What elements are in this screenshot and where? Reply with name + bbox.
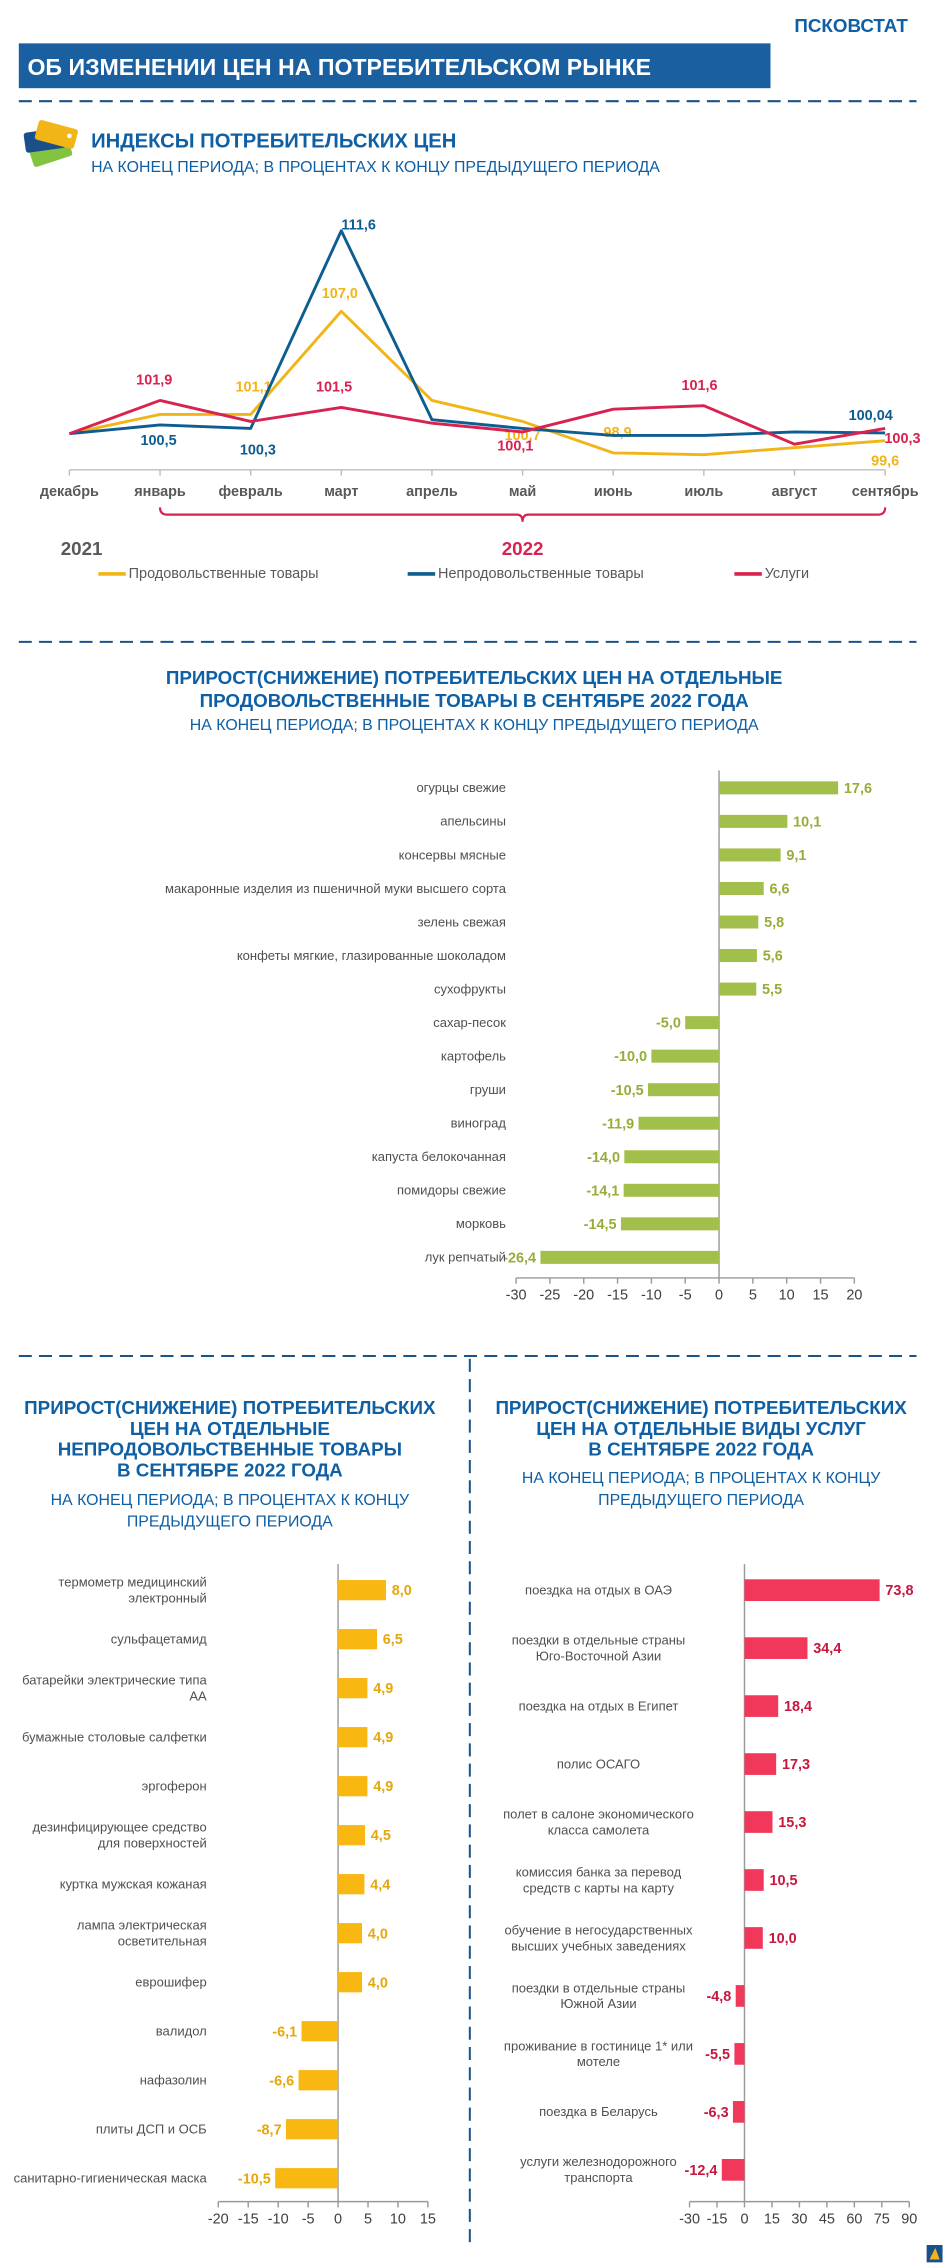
bar-value-label: 4,9 <box>373 1730 394 1747</box>
bar-value-label: 9,1 <box>786 847 807 864</box>
category-label: зелень свежая <box>417 914 506 930</box>
x-tick-label: -25 <box>539 1287 561 1304</box>
cpi-section-title: ИНДЕКСЫ ПОТРЕБИТЕЛЬСКИХ ЦЕН <box>91 130 457 153</box>
bar-value-label: -10,5 <box>610 1082 644 1099</box>
legend-label: Продовольственные товары <box>128 566 319 583</box>
bar <box>624 1184 719 1197</box>
category-label: транспорта <box>564 2170 633 2186</box>
category-label: лампа электрическая <box>76 1917 207 1933</box>
chart-title-line: ПРОДОВОЛЬСТВЕННЫЕ ТОВАРЫ В СЕНТЯБРЕ 2022 ГОДА <box>199 689 749 711</box>
x-tick-label: 10 <box>778 1287 795 1304</box>
bar <box>719 882 764 895</box>
chart-title-line: НЕПРОДОВОЛЬСТВЕННЫЕ ТОВАРЫ <box>57 1438 402 1460</box>
bar-value-label: 4,9 <box>373 1779 394 1796</box>
x-tick-label: сентябрь <box>851 483 919 500</box>
category-label: сахар-песок <box>433 1014 506 1030</box>
bar <box>744 1811 772 1833</box>
data-label: 100,3 <box>239 442 276 459</box>
category-label: полис ОСАГО <box>556 1756 641 1772</box>
bar <box>719 949 757 962</box>
year-2022-label: 2022 <box>501 538 544 560</box>
chart-title-line: ПРИРОСТ(СНИЖЕНИЕ) ПОТРЕБИТЕЛЬСКИХ <box>495 1396 907 1418</box>
category-label: картофель <box>440 1048 506 1064</box>
bar <box>286 2119 338 2139</box>
bar-value-label: -14,1 <box>586 1183 620 1200</box>
category-label: капуста белокочанная <box>371 1149 506 1165</box>
chart-title-line: ЦЕН НА ОТДЕЛЬНЫЕ <box>129 1417 330 1439</box>
bar-value-label: -6,1 <box>272 2024 298 2041</box>
x-tick-label: январь <box>134 483 186 500</box>
category-label: сухофрукты <box>433 981 506 997</box>
series-line-1 <box>69 231 885 436</box>
bar-value-label: -5,0 <box>655 1015 681 1032</box>
bar-value-label: 5,6 <box>762 948 783 965</box>
corner-logo-icon <box>927 2245 943 2262</box>
bar-value-label: 4,0 <box>367 1975 388 1992</box>
bar-value-label: -26,4 <box>503 1250 537 1267</box>
x-tick-label: -30 <box>505 1287 527 1304</box>
category-label: помидоры свежие <box>396 1182 506 1198</box>
x-tick-label: 0 <box>740 2211 749 2228</box>
x-tick-label: -15 <box>237 2211 259 2228</box>
chart-subtitle-line: ПРЕДЫДУЩЕГО ПЕРИОДА <box>126 1513 333 1531</box>
bar <box>648 1083 719 1096</box>
bar-value-label: 5,8 <box>764 915 785 932</box>
brand-name: ПСКОВСТАТ <box>794 14 908 36</box>
x-tick-label: -20 <box>207 2211 229 2228</box>
bar-value-label: 34,4 <box>813 1641 842 1658</box>
category-label: лук репчатый <box>424 1249 506 1265</box>
category-label: поездка в Беларусь <box>539 2104 658 2120</box>
category-label: эргоферон <box>141 1778 207 1794</box>
chart-title-line: ЦЕН НА ОТДЕЛЬНЫЕ ВИДЫ УСЛУГ <box>536 1417 866 1439</box>
bar-value-label: 17,3 <box>781 1757 811 1774</box>
data-label: 101,9 <box>136 372 173 389</box>
x-tick-label: декабрь <box>39 483 99 500</box>
category-label: валидол <box>155 2023 207 2039</box>
category-label: сульфацетамид <box>110 1631 207 1647</box>
bar <box>639 1117 720 1130</box>
x-tick-label: -20 <box>573 1287 595 1304</box>
bar-value-label: -12,4 <box>684 2162 718 2179</box>
category-label: для поверхностей <box>97 1835 207 1851</box>
category-label: конфеты мягкие, глазированные шоколадом <box>236 947 506 963</box>
data-label: 100,5 <box>140 433 177 450</box>
bar <box>338 1923 362 1943</box>
data-label: 100,7 <box>504 428 541 445</box>
x-tick-label: август <box>771 483 818 500</box>
category-label: полет в салоне экономического <box>503 1806 694 1822</box>
bar-value-label: -5,5 <box>705 2046 731 2063</box>
bar <box>719 915 758 928</box>
x-tick-label: 15 <box>812 1287 829 1304</box>
tag-hole <box>67 134 72 139</box>
x-tick-label: 0 <box>334 2211 343 2228</box>
bar-value-label: 6,6 <box>769 881 790 898</box>
bar-value-label: 73,8 <box>885 1583 914 1600</box>
data-label: 101,1 <box>235 379 272 396</box>
category-label: класса самолета <box>547 1822 650 1838</box>
bar-value-label: 4,4 <box>370 1877 391 1894</box>
data-label: 100,3 <box>884 430 921 447</box>
data-label: 111,6 <box>341 217 376 234</box>
category-label: огурцы свежие <box>416 780 506 796</box>
category-label: куртка мужская кожаная <box>59 1876 207 1892</box>
x-tick-label: -5 <box>678 1287 692 1304</box>
bar <box>302 2021 339 2041</box>
x-tick-label: 45 <box>818 2211 835 2228</box>
x-tick-label: июнь <box>593 483 633 500</box>
bar-value-label: 8,0 <box>391 1583 412 1600</box>
bar-value-label: 18,4 <box>783 1699 813 1716</box>
x-tick-label: февраль <box>218 483 283 500</box>
category-label: батарейки электрические типа <box>22 1672 207 1688</box>
bar <box>744 1927 762 1949</box>
bar <box>736 1985 745 2007</box>
data-label: 100,1 <box>497 438 534 455</box>
bar-value-label: -14,0 <box>587 1149 620 1166</box>
bar-value-label: 10,5 <box>769 1873 798 1890</box>
bar-value-label: 6,5 <box>382 1632 403 1649</box>
category-label: еврошифер <box>135 1974 207 1990</box>
category-label: средств с карты на карту <box>522 1880 675 1896</box>
bar <box>338 1874 364 1894</box>
bar-value-label: -11,9 <box>602 1116 635 1133</box>
bar-value-label: 5,5 <box>762 982 783 999</box>
x-tick-label: -15 <box>607 1287 628 1304</box>
x-tick-label: 15 <box>419 2211 436 2228</box>
bar-value-label: 4,0 <box>367 1926 388 1943</box>
category-label: осветительная <box>117 1933 207 1949</box>
bar <box>719 848 781 861</box>
year-2022-bracket <box>160 507 885 521</box>
bar <box>719 983 756 996</box>
x-tick-label: -15 <box>706 2211 728 2228</box>
bar <box>722 2159 745 2181</box>
category-label: дезинфицирующее средство <box>32 1819 207 1835</box>
bar <box>744 1753 776 1775</box>
x-tick-label: 15 <box>763 2211 780 2228</box>
x-tick-label: 60 <box>846 2211 863 2228</box>
price-tags-icon <box>23 119 78 167</box>
bar <box>744 1579 879 1601</box>
bar <box>275 2168 338 2188</box>
bar-value-label: -14,5 <box>583 1216 617 1233</box>
bar <box>338 1776 367 1796</box>
category-label: поездки в отдельные страны <box>511 1632 686 1648</box>
bar-value-label: -6,3 <box>703 2104 729 2121</box>
x-tick-label: 30 <box>791 2211 808 2228</box>
bar-value-label: 10,1 <box>793 814 822 831</box>
x-tick-label: -30 <box>679 2211 700 2228</box>
bar-value-label: 4,9 <box>373 1681 394 1698</box>
category-label: поездки в отдельные страны <box>511 1980 686 1996</box>
bar <box>338 1678 367 1698</box>
x-tick-label: -10 <box>640 1287 662 1304</box>
data-label: 101,5 <box>316 379 353 396</box>
category-label: Южной Азии <box>560 1996 637 2012</box>
data-label: 107,0 <box>321 286 358 303</box>
series-line-2 <box>69 400 885 444</box>
page-banner-title: ОБ ИЗМЕНЕНИИ ЦЕН НА ПОТРЕБИТЕЛЬСКОМ РЫНКЕ <box>27 54 652 81</box>
chart-title-line: В СЕНТЯБРЕ 2022 ГОДА <box>588 1438 814 1460</box>
chart-title-line: В СЕНТЯБРЕ 2022 ГОДА <box>117 1459 343 1481</box>
category-label: макаронные изделия из пшеничной муки высшего сорта <box>165 880 506 896</box>
data-label: 101,6 <box>681 377 718 394</box>
bar <box>338 1972 362 1992</box>
category-label: плиты ДСП и ОСБ <box>95 2121 207 2137</box>
category-label: комиссия банка за перевод <box>515 1864 682 1880</box>
year-2021-label: 2021 <box>60 538 103 560</box>
x-tick-label: 5 <box>363 2211 373 2228</box>
x-tick-label: 5 <box>748 1287 757 1304</box>
bar <box>719 815 787 828</box>
category-label: консервы мясные <box>398 847 506 863</box>
chart-title-line: ПРИРОСТ(СНИЖЕНИЕ) ПОТРЕБИТЕЛЬСКИХ <box>24 1396 436 1418</box>
x-tick-label: апрель <box>406 483 458 500</box>
category-label: санитарно-гигиеническая маска <box>13 2170 207 2186</box>
x-tick-label: май <box>508 483 537 500</box>
legend-label: Непродовольственные товары <box>438 566 644 583</box>
bar-value-label: 17,6 <box>843 780 873 797</box>
bar <box>744 1869 763 1891</box>
x-tick-label: июль <box>684 483 724 500</box>
category-label: виноград <box>450 1115 506 1131</box>
bar <box>744 1695 778 1717</box>
chart-subtitle-line: НА КОНЕЦ ПЕРИОДА; В ПРОЦЕНТАХ К КОНЦУ ПРЕДЫДУЩЕГО ПЕРИОДА <box>189 717 759 735</box>
category-label: термометр медицинский <box>58 1574 207 1590</box>
bar <box>299 2070 339 2090</box>
cpi-section-subtitle: НА КОНЕЦ ПЕРИОДА; В ПРОЦЕНТАХ К КОНЦУ ПРЕДЫДУЩЕГО ПЕРИОДА <box>91 159 660 177</box>
category-label: апельсины <box>440 813 506 829</box>
bar-value-label: -6,6 <box>269 2073 295 2090</box>
bar-value-label: 4,5 <box>370 1828 391 1845</box>
chart-subtitle-line: ПРЕДЫДУЩЕГО ПЕРИОДА <box>598 1491 805 1509</box>
bar <box>719 781 838 794</box>
bar <box>338 1825 365 1845</box>
bar <box>624 1150 719 1163</box>
x-tick-label: 20 <box>846 1287 863 1304</box>
data-label: 99,6 <box>871 453 900 470</box>
x-tick-label: 90 <box>901 2211 918 2228</box>
bar <box>744 1637 807 1659</box>
category-label: электронный <box>128 1590 207 1606</box>
chart-title-line: ПРИРОСТ(СНИЖЕНИЕ) ПОТРЕБИТЕЛЬСКИХ ЦЕН НА ОТДЕЛЬНЫЕ <box>165 666 783 688</box>
bar <box>338 1727 367 1747</box>
category-label: обучение в негосударственных <box>504 1922 693 1938</box>
category-label: морковь <box>455 1216 506 1232</box>
bar <box>338 1580 386 1600</box>
category-label: АА <box>189 1688 207 1704</box>
x-tick-label: 0 <box>715 1287 724 1304</box>
bar <box>338 1629 377 1649</box>
x-tick-label: 10 <box>389 2211 406 2228</box>
bar-value-label: -10,0 <box>614 1049 648 1066</box>
category-label: высших учебных заведениях <box>511 1938 686 1954</box>
category-label: услуги железнодорожного <box>520 2154 677 2170</box>
bar <box>621 1217 719 1230</box>
bar <box>733 2101 745 2123</box>
category-label: мотеле <box>576 2054 621 2070</box>
x-tick-label: март <box>324 483 359 500</box>
category-label: груши <box>469 1082 506 1098</box>
x-tick-label: -5 <box>301 2211 315 2228</box>
chart-subtitle-line: НА КОНЕЦ ПЕРИОДА; В ПРОЦЕНТАХ К КОНЦУ <box>521 1470 881 1488</box>
category-label: проживание в гостинице 1* или <box>503 2038 694 2054</box>
bar-value-label: -4,8 <box>706 1988 732 2005</box>
bar-value-label: 15,3 <box>778 1815 807 1832</box>
category-label: поездка на отдых в Египет <box>518 1698 679 1714</box>
bar-value-label: -8,7 <box>256 2122 282 2139</box>
legend-label: Услуги <box>764 566 810 583</box>
chart-subtitle-line: НА КОНЕЦ ПЕРИОДА; В ПРОЦЕНТАХ К КОНЦУ <box>50 1491 410 1509</box>
data-label: 98,9 <box>603 425 632 442</box>
category-label: Юго-Восточной Азии <box>535 1648 662 1664</box>
data-label: 100,04 <box>848 407 893 424</box>
category-label: нафазолин <box>139 2072 207 2088</box>
x-tick-label: -10 <box>267 2211 289 2228</box>
bar <box>734 2043 744 2065</box>
bar <box>651 1050 719 1063</box>
bar <box>685 1016 719 1029</box>
category-label: поездка на отдых в ОАЭ <box>525 1582 672 1598</box>
x-tick-label: 75 <box>873 2211 890 2228</box>
bar-value-label: -10,5 <box>237 2171 271 2188</box>
bar <box>540 1251 719 1264</box>
bar-value-label: 10,0 <box>768 1931 797 1948</box>
category-label: бумажные столовые салфетки <box>21 1729 207 1745</box>
